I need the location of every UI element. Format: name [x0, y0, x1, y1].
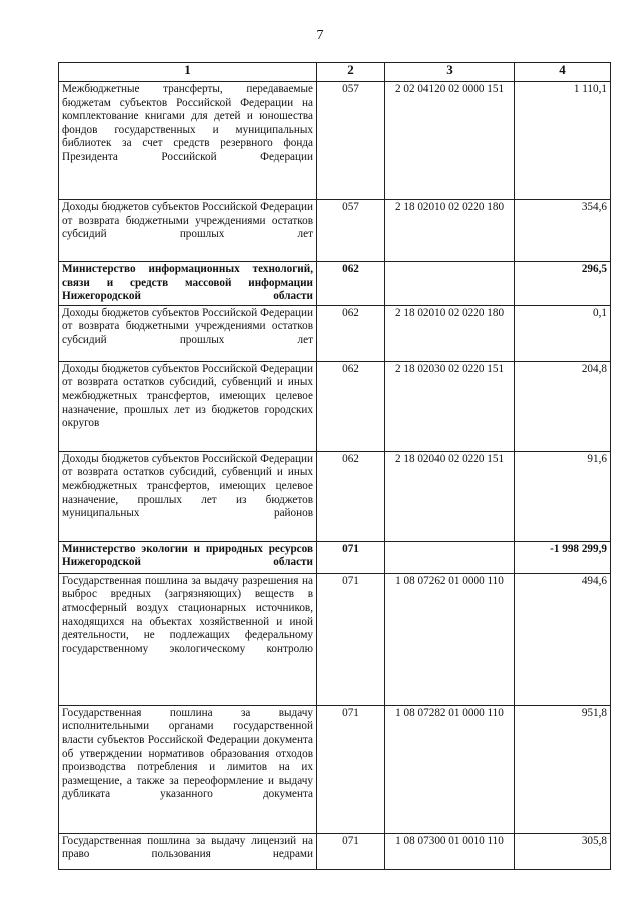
revenue-table — [58, 62, 611, 870]
column-header-3: 3 — [385, 63, 515, 82]
table-row — [59, 82, 611, 200]
row-admin-code: 057 — [317, 200, 385, 262]
row-kbk-code: 1 08 07262 01 0000 110 — [385, 573, 515, 705]
row-name: Доходы бюджетов субъектов Российской Федерации от возврата бюджетными учреждениями остатков субсидий прошлых лет — [59, 200, 317, 262]
row-kbk-code — [385, 262, 515, 306]
row-kbk-code: 2 18 02010 02 0220 180 — [385, 200, 515, 262]
row-admin-code: 071 — [317, 573, 385, 705]
table-row — [59, 262, 611, 306]
table-row — [59, 833, 611, 869]
row-amount: 1 110,1 — [515, 82, 611, 200]
page-number: 7 — [316, 28, 324, 43]
row-name: Министерство информационных технологий, связи и средств массовой информации Нижегородской области — [59, 262, 317, 306]
row-name: Межбюджетные трансферты, передаваемые бюджетам субъектов Российской Федерации на комплектование книгами для детей и юношества фондов государственных и муниципальных библиотек за счет средств резервного фонда Президента Российской Федерации — [59, 82, 317, 200]
row-name: Доходы бюджетов субъектов Российской Федерации от возврата бюджетными учреждениями остатков субсидий прошлых лет — [59, 305, 317, 361]
row-amount: 354,6 — [515, 200, 611, 262]
table-row — [59, 361, 611, 451]
table-row — [59, 451, 611, 541]
row-amount: -1 998 299,9 — [515, 541, 611, 573]
row-amount: 91,6 — [515, 451, 611, 541]
column-header-4: 4 — [515, 63, 611, 82]
row-amount: 494,6 — [515, 573, 611, 705]
row-amount: 951,8 — [515, 705, 611, 833]
row-amount: 0,1 — [515, 305, 611, 361]
row-admin-code: 057 — [317, 82, 385, 200]
row-admin-code: 062 — [317, 451, 385, 541]
row-kbk-code — [385, 541, 515, 573]
row-name: Государственная пошлина за выдачу исполнительными органами государственной власти субъектов Российской Федерации документа об утверждении нормативов образования отходов производства потребления и лимитов на их размещение, а также за переоформление и выдачу дубликата указанного документа — [59, 705, 317, 833]
column-header-1: 1 — [59, 63, 317, 82]
row-kbk-code: 2 02 04120 02 0000 151 — [385, 82, 515, 200]
table-row — [59, 573, 611, 705]
row-name: Министерство экологии и природных ресурсов Нижегородской области — [59, 541, 317, 573]
row-name: Государственная пошлина за выдачу разрешения на выброс вредных (загрязняющих) веществ в атмосферный воздух стационарных источников, находящихся на объектах хозяйственной и иной деятельности, не подлежащих федеральному государственному экологическому контролю — [59, 573, 317, 705]
row-admin-code: 071 — [317, 833, 385, 869]
row-admin-code: 062 — [317, 262, 385, 306]
table-row — [59, 305, 611, 361]
row-amount: 305,8 — [515, 833, 611, 869]
row-admin-code: 062 — [317, 361, 385, 451]
row-admin-code: 071 — [317, 705, 385, 833]
column-header-2: 2 — [317, 63, 385, 82]
row-kbk-code: 1 08 07300 01 0010 110 — [385, 833, 515, 869]
row-admin-code: 071 — [317, 541, 385, 573]
row-kbk-code: 2 18 02010 02 0220 180 — [385, 305, 515, 361]
table-row — [59, 705, 611, 833]
row-name: Доходы бюджетов субъектов Российской Федерации от возврата остатков субсидий, субвенций и иных межбюджетных трансфертов, имеющих целевое назначение, прошлых лет из бюджетов муниципальных районов — [59, 451, 317, 541]
row-name: Доходы бюджетов субъектов Российской Федерации от возврата остатков субсидий, субвенций и иных межбюджетных трансфертов, имеющих целевое назначение, прошлых лет из бюджетов городских округов — [59, 361, 317, 451]
table-row — [59, 541, 611, 573]
row-amount: 204,8 — [515, 361, 611, 451]
table-header-row — [59, 63, 611, 82]
table-row — [59, 200, 611, 262]
row-admin-code: 062 — [317, 305, 385, 361]
row-amount: 296,5 — [515, 262, 611, 306]
row-kbk-code: 2 18 02040 02 0220 151 — [385, 451, 515, 541]
row-kbk-code: 1 08 07282 01 0000 110 — [385, 705, 515, 833]
row-kbk-code: 2 18 02030 02 0220 151 — [385, 361, 515, 451]
row-name: Государственная пошлина за выдачу лицензий на право пользования недрами — [59, 833, 317, 869]
